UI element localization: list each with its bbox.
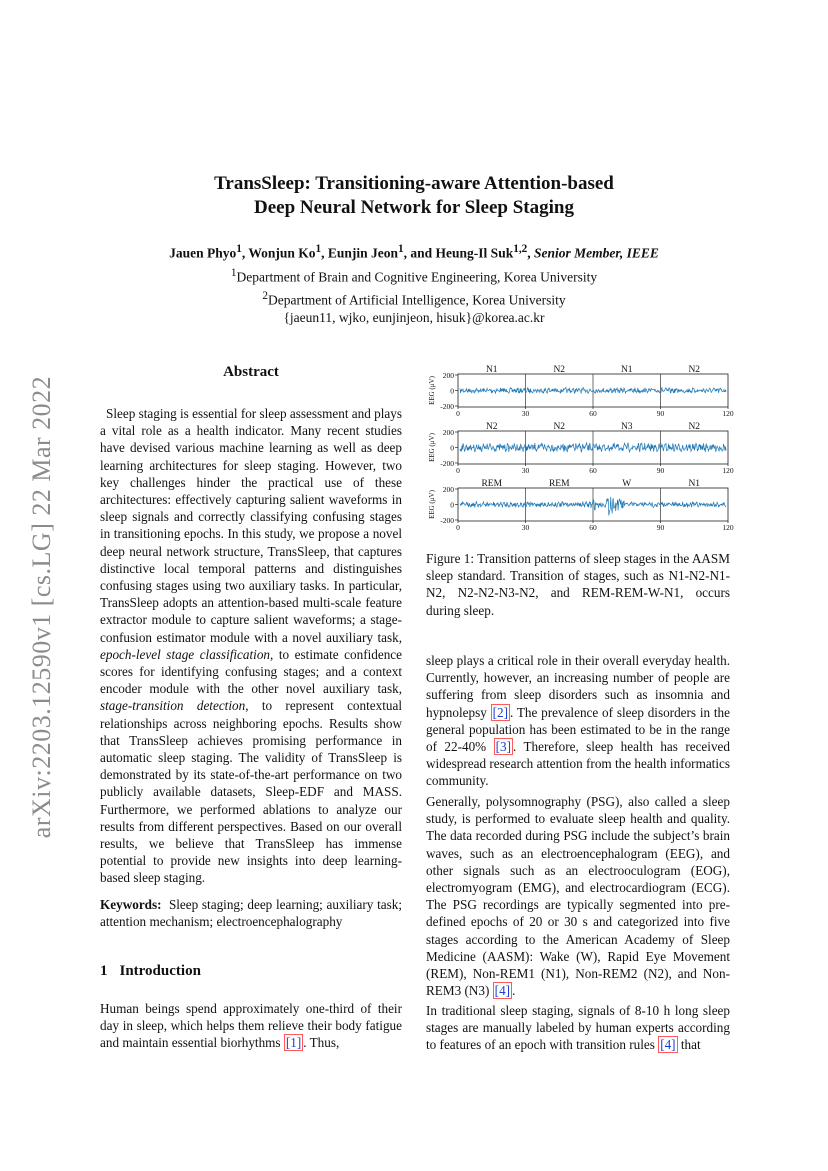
stage-label: N2 <box>688 365 701 375</box>
citation-link[interactable]: [1] <box>285 1035 302 1051</box>
y-tick-label: 200 <box>442 371 454 380</box>
stage-label: N1 <box>620 365 633 375</box>
y-tick-label: -200 <box>440 402 454 411</box>
author-3: Eunjin Jeon <box>327 245 399 261</box>
x-tick-label: 120 <box>722 466 734 475</box>
citation-link[interactable]: [2] <box>492 704 508 720</box>
abstract-heading: Abstract <box>223 364 279 380</box>
x-tick-label: 90 <box>656 523 665 532</box>
keywords <box>100 896 402 930</box>
author-3-sup: 1 <box>398 243 404 255</box>
right-paragraph-3: In traditional sleep staging, signals of 8-10 h long sleep stages are manually labeled by human experts according to features of an epoch with transition rules [4] that <box>426 1003 730 1053</box>
x-tick-label: 90 <box>656 409 665 418</box>
x-tick-label: 30 <box>521 409 530 418</box>
stage-label: REM <box>481 479 503 489</box>
section-heading-introduction <box>100 963 213 980</box>
stage-label: N1 <box>688 479 701 489</box>
title-line-1: TransSleep: Transitioning-aware Attention-based <box>214 173 614 194</box>
eeg-figure <box>404 362 734 542</box>
affiliation-1: $^1$Department of Brain and Cognitive Engineering, Korea University <box>230 267 598 285</box>
figure-1 <box>404 362 734 542</box>
x-tick-label: 0 <box>456 523 460 532</box>
x-tick-label: 0 <box>456 466 460 475</box>
author-4: and Heung-Il Suk <box>410 245 514 261</box>
author-1: Jauen Phyo <box>169 245 237 261</box>
y-tick-label: 200 <box>442 428 454 437</box>
arxiv-identifier <box>22 362 62 852</box>
right-paragraph-2: Generally, polysomnography (PSG), also called a sleep study, is performed to evaluate sleep health and quality. The data recorded during PSG include the subject’s brain waves, such as an electroencephalogram (EEG), and other signals such as an electrooculogram (EOG), electromyogram (EMG), and electrocardiogram (ECG). The PSG recordings are typically segmented into pre-defined epochs of 20 or 30 s and categorized into five stages according to the American Academy of Sleep Medicine (AASM): Wake (W), Rapid Eye Movement (REM), Non-REM1 (N1), Non-REM2 (N2), and Non-REM3 (N3) [4] . <box>426 794 730 999</box>
section-title: Introduction <box>119 963 201 979</box>
abstract-body: Sleep staging is essential for sleep assessment and plays a vital role as a health indicator. Many recent studies have devised various machine learning as well as deep learning architectures for sleep staging. However, two key challenges hinder the practical use of these architectures: effectively capturing salient waveforms in sleep signals and correctly classifying confusing stages in transitioning epochs. In this study, we propose a novel deep neural network structure, TransSleep, that captures distinctive local temporal patterns and distinguishes confusing stages using two auxiliary tasks. In particular, TransSleep adopts an attention-based multi-scale feature extractor module to capture salient waveforms; a stage-confusion estimator module with a novel auxiliary task, epoch-level stage classification, to estimate confidence scores for identifying confusing stages; and a context encoder module with the other novel auxiliary task, stage-transition detection, to represent contextual relationships across neighboring epochs. Results show that TransSleep achieves promising performance in automatic sleep staging. The validity of TransSleep is demonstrated by its state-of-the-art performance on two publicly available datasets, Sleep-EDF and MASS. Furthermore, we performed ablations to analyze our results from different perspectives. Based on our overall results, we believe that TransSleep has immense potential to provide new insights into deep learning-based sleep staging. <box>100 406 403 886</box>
author-2-sup: 1 <box>315 243 322 255</box>
y-tick-label: -200 <box>440 516 454 525</box>
author-1-sup: 1 <box>236 243 242 255</box>
intro-paragraph: Human beings spend approximately one-third of their day in sleep, which helps them relieve their body fatigue and maintain essential biorhythms [1] . Thus, <box>100 1001 402 1051</box>
author-2: Wonjun Ko <box>248 245 316 261</box>
keywords-text: Sleep staging; deep learning; auxiliary task; attention mechanism; electroencephalography <box>100 897 402 930</box>
y-tick-label: 0 <box>450 386 454 396</box>
author-list: Jauen Phyo$^1$, Wonjun Ko$^1$, Eunjin Jeon$^1$, and Heung-Il Suk$^{1,2}$, Senior Member, IEEE <box>169 243 659 261</box>
paper-title <box>0 172 828 220</box>
stage-label: W <box>622 479 632 489</box>
x-tick-label: 60 <box>589 523 597 532</box>
x-tick-label: 0 <box>456 409 460 418</box>
author-4-sup: 1,2 <box>513 243 528 255</box>
y-axis-label: EEG (μV) <box>428 433 436 462</box>
author-4-title: Senior Member, IEEE <box>534 245 659 261</box>
stage-label: N2 <box>553 422 566 432</box>
stage-label: N2 <box>688 422 701 432</box>
stage-label: N2 <box>553 365 566 375</box>
y-tick-label: 0 <box>450 443 454 453</box>
stage-label: N3 <box>620 422 633 432</box>
x-tick-label: 30 <box>521 523 530 532</box>
abstract-emphasis-1: epoch-level stage classification <box>100 646 271 662</box>
author-emails: {jaeun11, wjko, eunjinjeon, hisuk}@korea.ac.kr <box>283 310 545 325</box>
y-axis-label: EEG (μV) <box>428 376 436 405</box>
x-tick-label: 120 <box>722 523 734 532</box>
stage-label: N2 <box>485 422 498 432</box>
abstract-emphasis-2: stage-transition detection <box>100 698 246 714</box>
keywords-label: Keywords: <box>100 897 162 912</box>
figure-caption: Figure 1: Transition patterns of sleep stages in the AASM sleep standard. Transition of stages, such as N1-N2-N1-N2, N2-N2-N3-N2, and REM-REM-W-N1, occurs during sleep. <box>426 551 730 618</box>
citation-link[interactable]: [4] <box>660 1037 676 1053</box>
citation-link[interactable]: [3] <box>495 739 511 755</box>
x-tick-label: 30 <box>521 466 530 475</box>
stage-label: N1 <box>485 365 498 375</box>
right-paragraph-1: sleep plays a critical role in their overall everyday health. Currently, however, an increasing number of people are suffering from sleep disorders such as insomnia and hypnolepsy [2] . The prevalence of sleep disorders in the general population has been estimated to be in the range of 22-40% [3] . Therefore, sleep health has received widespread research attention from the health informatics community. <box>426 653 730 789</box>
affiliations <box>0 264 828 327</box>
x-tick-label: 120 <box>722 409 734 418</box>
citation-link[interactable]: [4] <box>494 983 511 999</box>
y-tick-label: 200 <box>442 485 454 494</box>
title-line-2: Deep Neural Network for Sleep Staging <box>254 197 574 218</box>
arxiv-id-text: arXiv:2203.12590v1 [cs.LG] 22 Mar 2022 <box>27 375 56 839</box>
section-number: 1 <box>100 963 108 979</box>
y-tick-label: 0 <box>450 500 454 510</box>
stage-label: REM <box>548 479 570 489</box>
x-tick-label: 60 <box>589 409 597 418</box>
y-axis-label: EEG (μV) <box>428 490 436 519</box>
x-tick-label: 60 <box>589 466 597 475</box>
y-tick-label: -200 <box>440 459 454 468</box>
affiliation-2: $^2$Department of Artificial Intelligence, Korea University <box>262 289 566 307</box>
x-tick-label: 90 <box>656 466 665 475</box>
